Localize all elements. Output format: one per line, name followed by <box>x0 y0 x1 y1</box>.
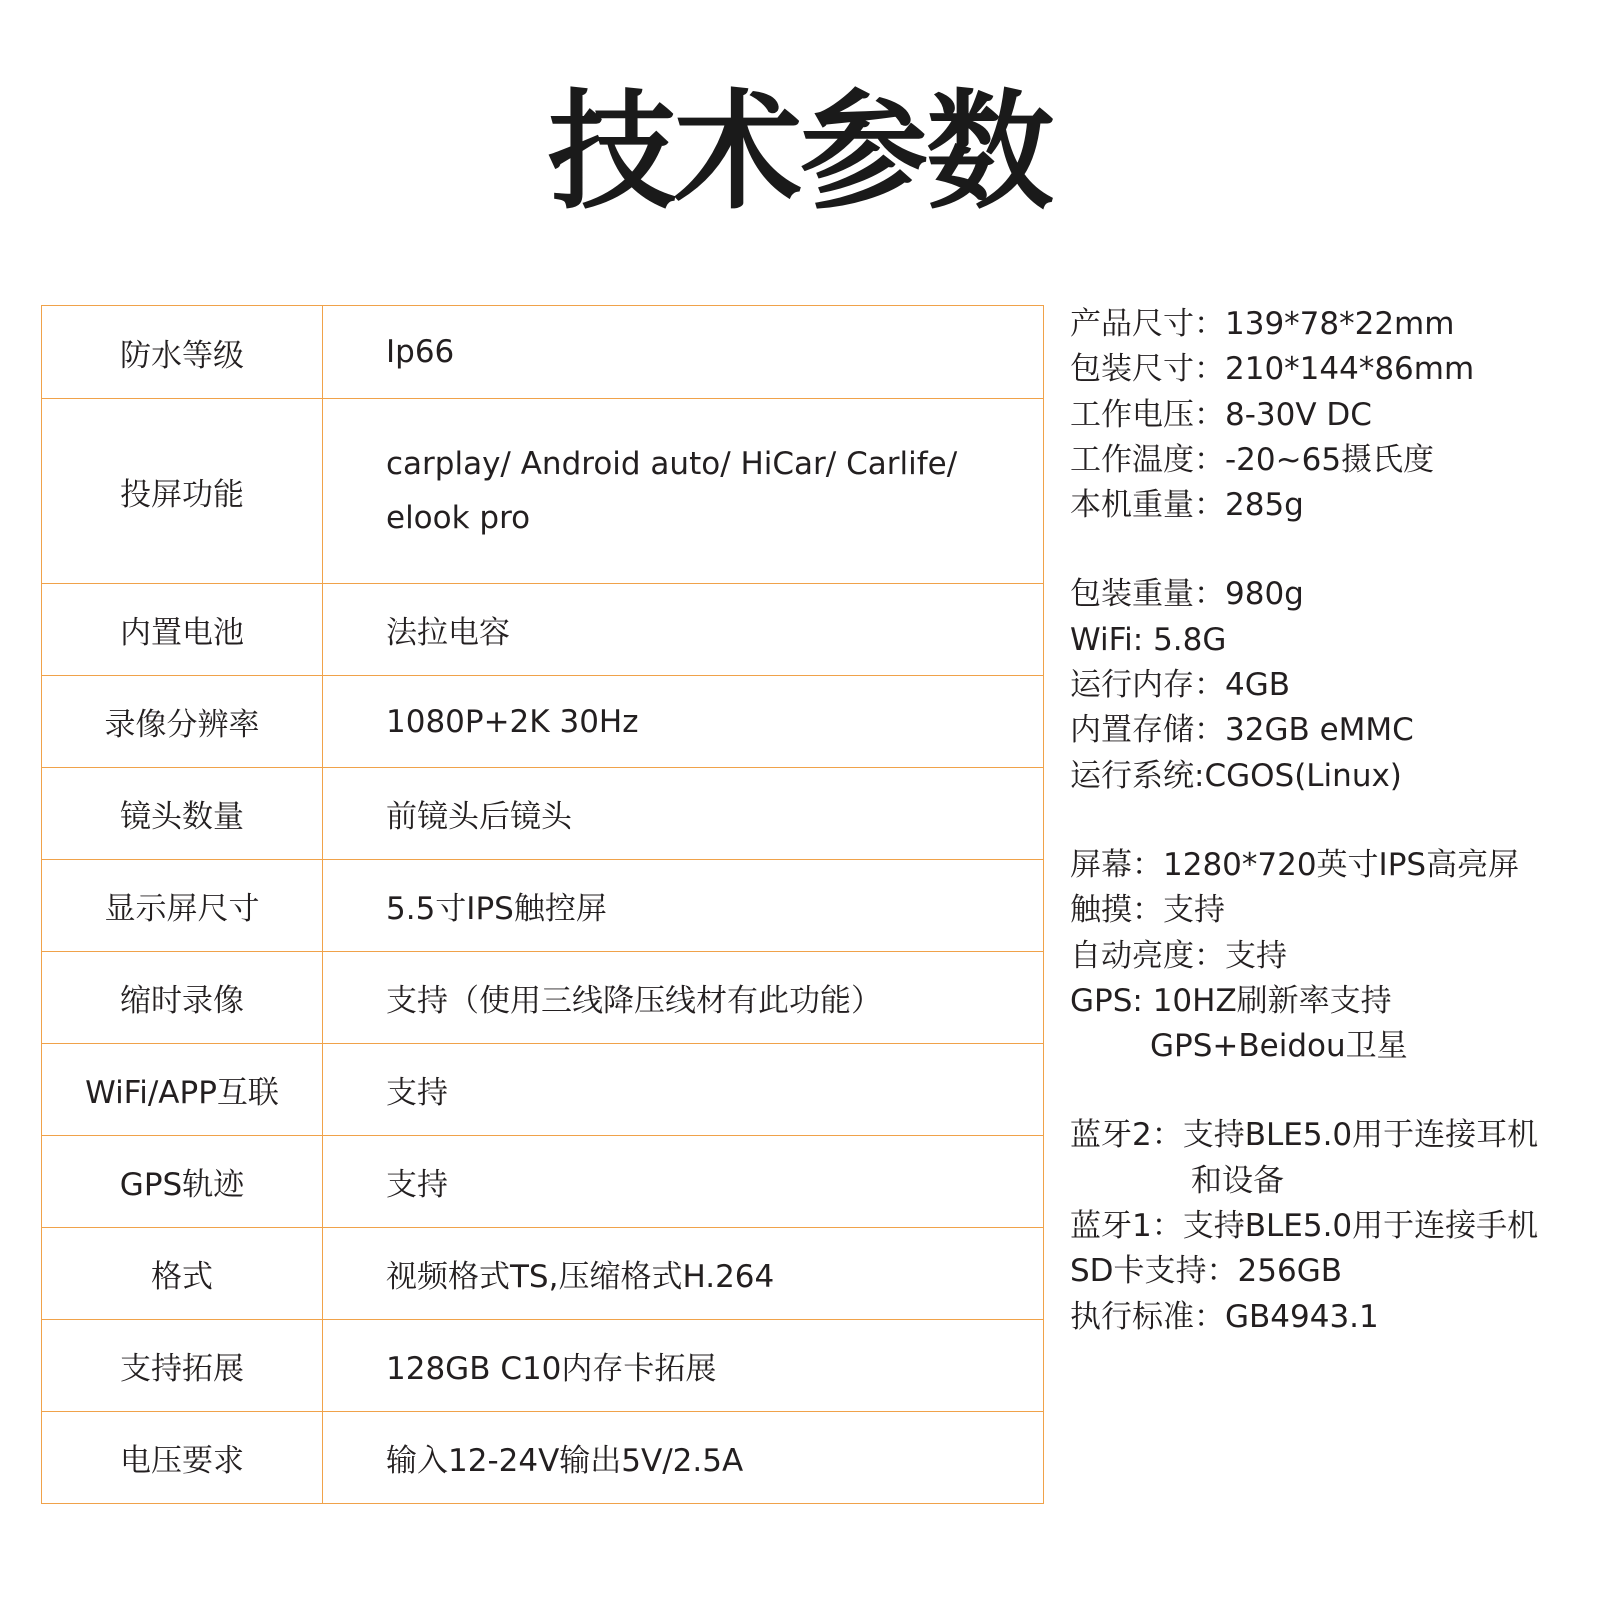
spec-label: GPS轨迹 <box>42 1136 323 1228</box>
spec-value: Ip66 <box>323 306 1044 399</box>
spec-value: 1080P+2K 30Hz <box>323 676 1044 768</box>
spec-value: 输入12-24V输出5V/2.5A <box>323 1412 1044 1504</box>
table-row <box>42 768 1044 860</box>
side-line: SD卡支持：256GB <box>1070 1253 1343 1290</box>
spec-value: 支持 <box>323 1044 1044 1136</box>
table-row <box>42 1044 1044 1136</box>
spec-label: 显示屏尺寸 <box>42 860 323 952</box>
side-group-dimensions <box>1070 302 1595 528</box>
spec-label: 投屏功能 <box>42 399 323 584</box>
side-line: 运行系统:CGOS(Linux) <box>1070 757 1402 794</box>
side-line: 工作温度：-20~65摄氏度 <box>1070 441 1435 478</box>
side-specs <box>1070 302 1595 1384</box>
side-line: 包装尺寸：210*144*86mm <box>1070 351 1475 388</box>
side-line: GPS+Beidou卫星 <box>1150 1028 1408 1065</box>
side-group-connectivity <box>1070 1113 1595 1339</box>
spec-value: 支持 <box>323 1136 1044 1228</box>
spec-value: 法拉电容 <box>323 584 1044 676</box>
table-row <box>42 584 1044 676</box>
table-row <box>42 952 1044 1044</box>
spec-value: 支持（使用三线降压线材有此功能） <box>323 952 1044 1044</box>
table-row <box>42 1228 1044 1320</box>
side-line: 内置存储：32GB eMMC <box>1070 712 1414 749</box>
spec-label: 电压要求 <box>42 1412 323 1504</box>
side-line: 蓝牙1：支持BLE5.0用于连接手机 <box>1070 1208 1539 1245</box>
spec-label: WiFi/APP互联 <box>42 1044 323 1136</box>
side-line: 本机重量：285g <box>1070 487 1304 524</box>
spec-table <box>41 305 1044 1504</box>
side-line: 屏幕：1280*720英寸IPS高亮屏 <box>1070 846 1520 883</box>
table-row <box>42 1412 1044 1504</box>
side-group-display <box>1070 843 1595 1069</box>
spec-value: 5.5寸IPS触控屏 <box>323 860 1044 952</box>
spec-value: 视频格式TS,压缩格式H.264 <box>323 1228 1044 1320</box>
side-line: WiFi: 5.8G <box>1070 621 1227 658</box>
table-row <box>42 860 1044 952</box>
side-group-system <box>1070 572 1595 798</box>
side-line: 产品尺寸：139*78*22mm <box>1070 306 1455 342</box>
page-title: 技术参数 <box>547 78 1052 227</box>
side-line: 和设备 <box>1191 1162 1284 1199</box>
table-row <box>42 676 1044 768</box>
spec-label: 内置电池 <box>42 584 323 676</box>
side-line: 触摸：支持 <box>1070 892 1225 929</box>
side-line: 工作电压：8-30V DC <box>1070 396 1372 433</box>
table-row <box>42 1136 1044 1228</box>
side-line: 包装重量：980g <box>1070 576 1304 613</box>
spec-label: 缩时录像 <box>42 952 323 1044</box>
spec-label: 镜头数量 <box>42 768 323 860</box>
side-line: 执行标准：GB4943.1 <box>1070 1298 1379 1335</box>
table-row <box>42 399 1044 584</box>
spec-value: 128GB C10内存卡拓展 <box>323 1320 1044 1412</box>
spec-value: 前镜头后镜头 <box>323 768 1044 860</box>
spec-label: 防水等级 <box>42 306 323 399</box>
side-line: 蓝牙2：支持BLE5.0用于连接耳机 <box>1070 1117 1539 1154</box>
spec-label: 支持拓展 <box>42 1320 323 1412</box>
spec-label: 录像分辨率 <box>42 676 323 768</box>
side-line: GPS: 10HZ刷新率支持 <box>1070 982 1392 1019</box>
table-row <box>42 306 1044 399</box>
side-line: 自动亮度：支持 <box>1070 937 1287 974</box>
table-row <box>42 1320 1044 1412</box>
spec-value: carplay/ Android auto/ HiCar/ Carlife/ elook pro <box>323 399 1044 584</box>
side-line: 运行内存：4GB <box>1070 667 1291 704</box>
spec-label: 格式 <box>42 1228 323 1320</box>
